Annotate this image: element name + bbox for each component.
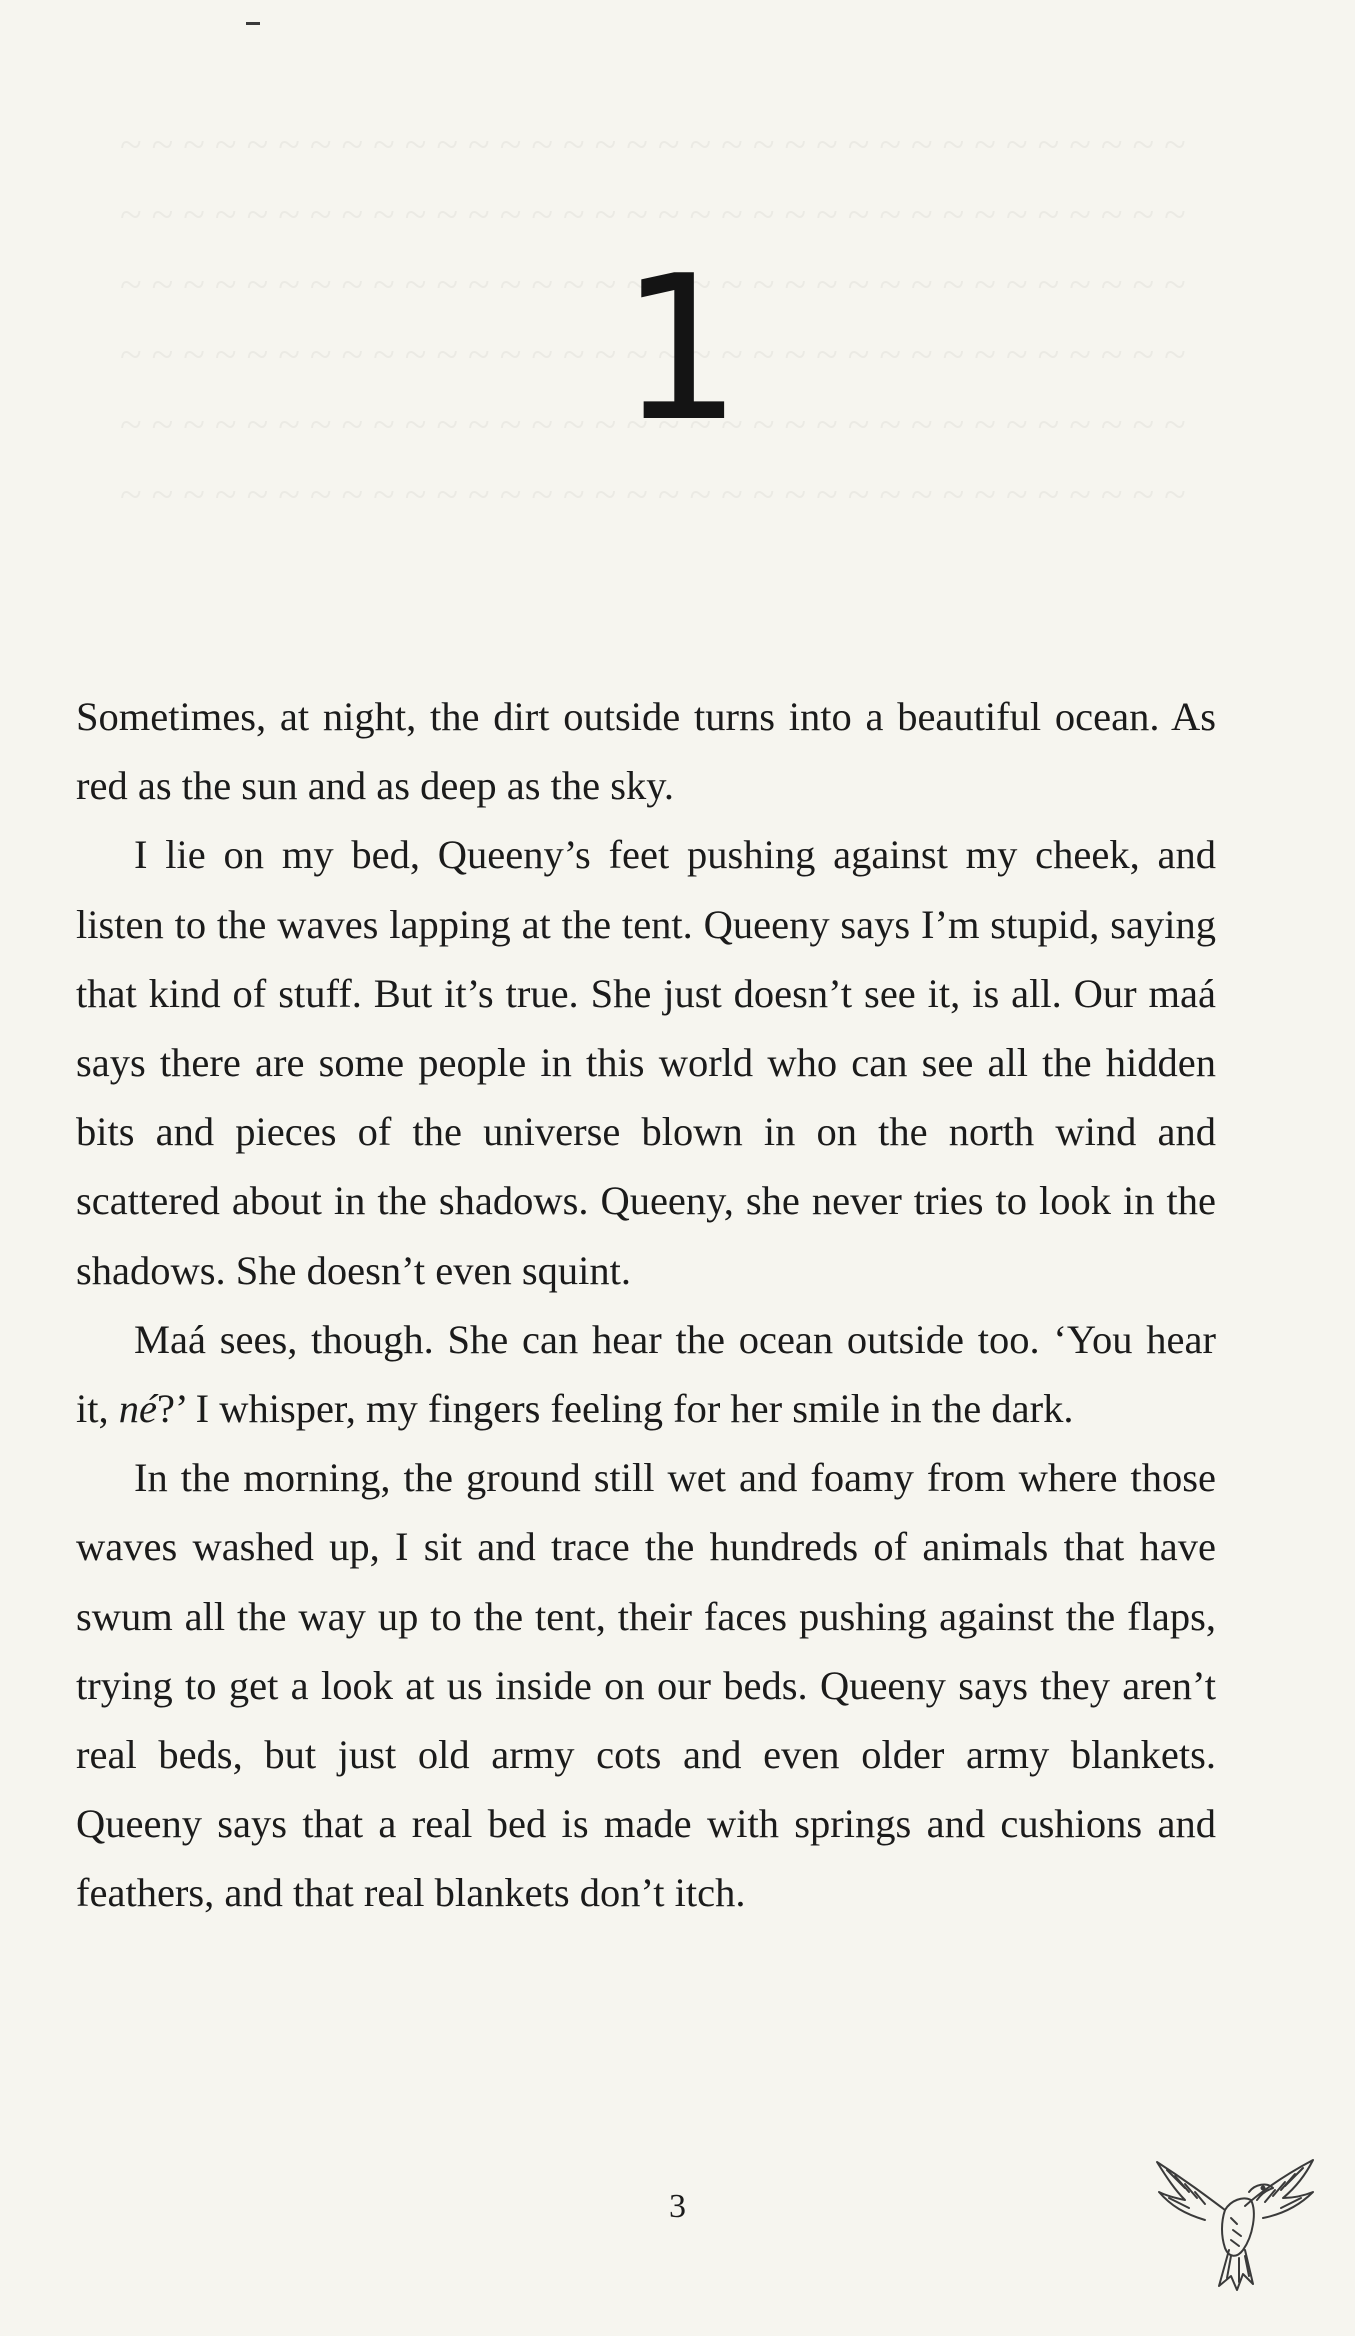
paragraph-3-italic: né <box>118 1386 157 1432</box>
bird-illustration-icon <box>1145 2140 1325 2300</box>
chapter-number: 1 <box>617 233 738 466</box>
paragraph-4: In the morning, the ground still wet and foamy from where those waves washed up, I sit and trace the hundreds of animals that have swum all the way up to the tent, their faces pushing against the flaps, trying to get a look at us inside on our beds. Queeny says they aren’t real beds, but just old army cots and even older army blankets. Queeny says that a real bed is made with springs and cushions and feathers, and that real blankets don’t itch. <box>76 1455 1216 1916</box>
paragraph-3-before: Maá sees, though. She can hear the ocean outside too. ‘You hear it, <box>76 1316 1216 1432</box>
paragraph-3-after: ?’ I whisper, my fingers feeling for her smile in the dark. <box>157 1386 1074 1432</box>
body-text <box>76 682 1216 1928</box>
paragraph-2: I lie on my bed, Queeny’s feet pushing against my cheek, and listen to the waves lapping at the tent. Queeny says I’m stupid, saying that kind of stuff. But it’s true. She just doesn’t see it, is all. Our maá says there are some people in this world who can see all the hidden bits and pieces of the universe blown in on the north wind and scattered about in the shadows. Queeny, she never tries to look in the shadows. She doesn’t even squint. <box>76 832 1216 1293</box>
page-number: 3 <box>669 2188 686 2225</box>
page-edge-mark <box>246 22 260 25</box>
paragraph-3 <box>76 1305 1216 1443</box>
paragraph-1: Sometimes, at night, the dirt outside turns into a beautiful ocean. As red as the sun and as deep as the sky. <box>76 694 1216 809</box>
